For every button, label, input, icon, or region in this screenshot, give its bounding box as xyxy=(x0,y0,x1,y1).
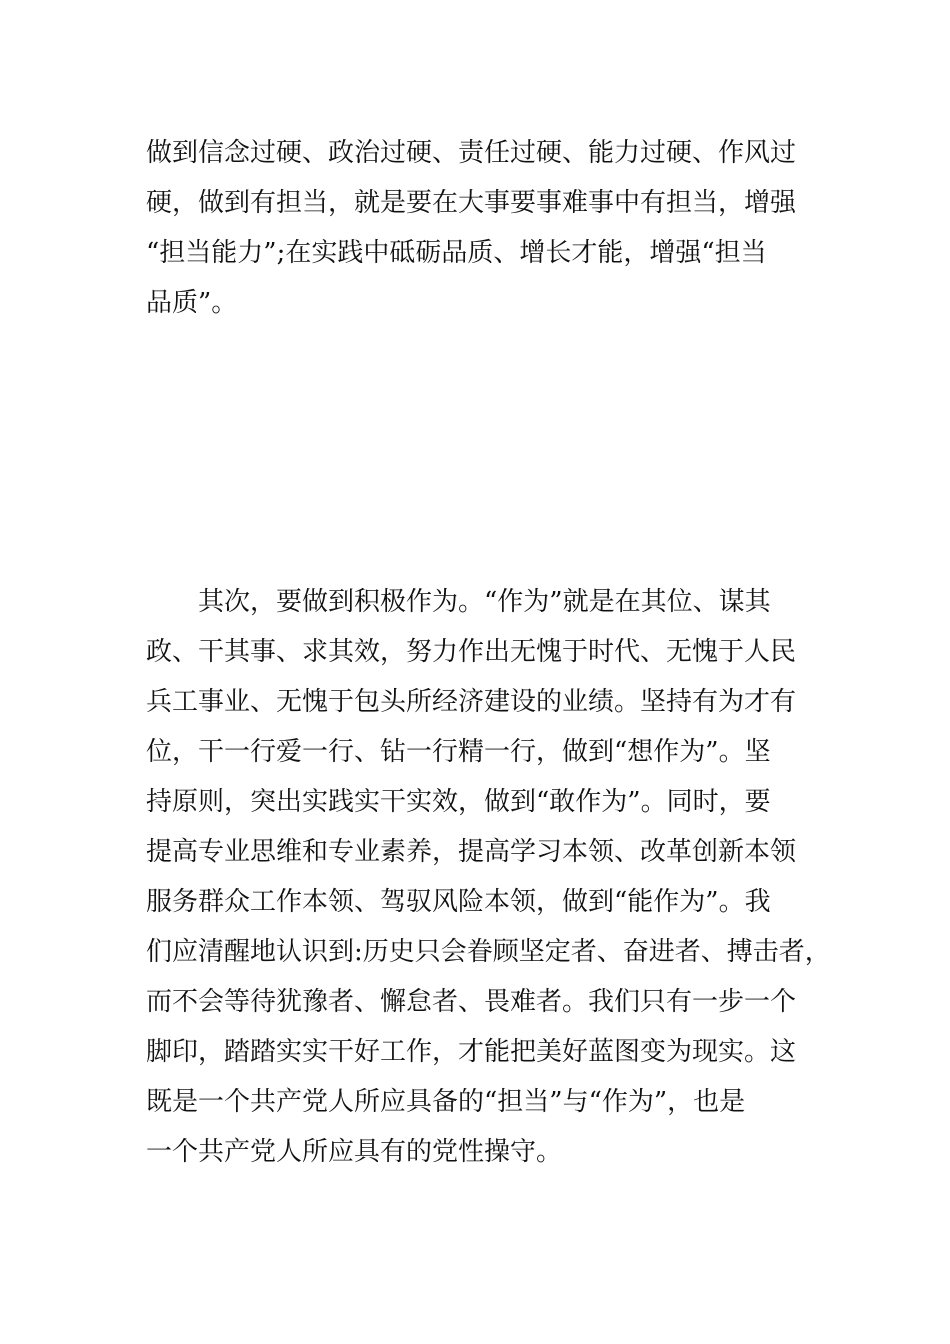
text-line: 提高专业思维和专业素养，提高学习本领、改革创新本领 xyxy=(146,837,797,867)
text-line: 品质”。 xyxy=(146,288,238,318)
text-line: 一个共产党人所应具有的党性操守。 xyxy=(146,1137,563,1167)
text-line: 政、干其事、求其效，努力作出无愧于时代、无愧于人民 xyxy=(146,637,797,667)
text-line: 硬，做到有担当，就是要在大事要事难事中有担当，增强 xyxy=(146,188,797,218)
text-line: 服务群众工作本领、驾驭风险本领，做到“能作为”。我 xyxy=(146,887,771,917)
text-line-first: 其次，要做到积极作为。“作为”就是在其位、谋其 xyxy=(198,587,771,617)
text-line: 脚印，踏踏实实干好工作，才能把美好蓝图变为现实。这 xyxy=(146,1037,797,1067)
text-line: 兵工事业、无愧于包头所经济建设的业绩。坚持有为才有 xyxy=(146,687,797,717)
text-line: 既是一个共产党人所应具备的“担当”与“作为”，也是 xyxy=(146,1087,746,1117)
text-line: 们应清醒地认识到:历史只会眷顾坚定者、奋进者、搏击者， xyxy=(146,937,831,967)
text-line: “担当能力”;在实践中砥砺品质、增长才能，增强“担当 xyxy=(146,238,767,268)
text-line: 做到信念过硬、政治过硬、责任过硬、能力过硬、作风过 xyxy=(146,138,797,168)
text-line: 持原则，突出实践实干实效，做到“敢作为”。同时，要 xyxy=(146,787,771,817)
text-line: 位，干一行爱一行、钻一行精一行，做到“想作为”。坚 xyxy=(146,737,771,767)
text-line: 而不会等待犹豫者、懈怠者、畏难者。我们只有一步一个 xyxy=(146,987,797,1017)
paragraph-active-action xyxy=(146,577,831,1177)
paragraph-continuation xyxy=(146,128,826,328)
